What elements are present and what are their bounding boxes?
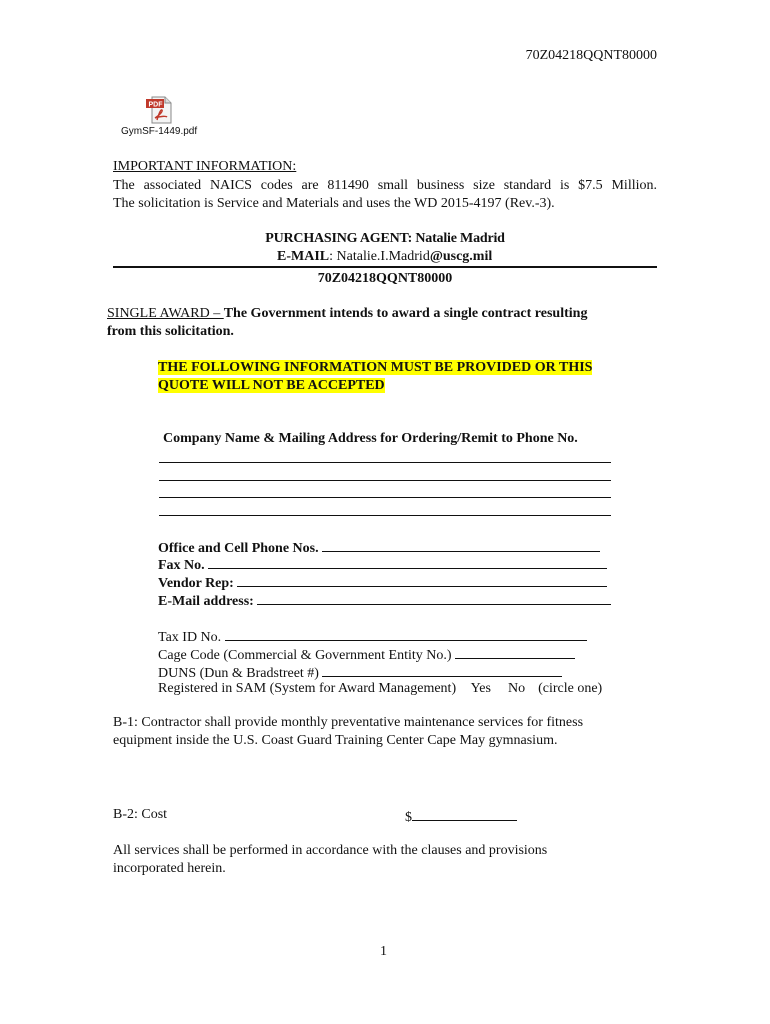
pdf-file-name[interactable]: GymSF-1449.pdf	[121, 126, 198, 137]
b1-line-2: equipment inside the U.S. Coast Guard Training Center Cape May gymnasium.	[113, 733, 558, 748]
agent-email-line: E-MAIL: Natalie.I.Madrid@uscg.mil	[277, 249, 493, 264]
purchasing-agent: PURCHASING AGENT: Natalie Madrid	[265, 231, 505, 246]
vendor-rep-blank[interactable]	[237, 572, 607, 587]
sam-label: Registered in SAM (System for Award Management)	[158, 681, 457, 696]
cage-code-blank[interactable]	[455, 644, 575, 659]
single-award-title: SINGLE AWARD –	[107, 306, 224, 321]
notice-line-1: THE FOLLOWING INFORMATION MUST BE PROVIDED OR THIS	[158, 360, 593, 375]
sam-circle-one: (circle one)	[538, 681, 603, 696]
email-label: E-MAIL	[277, 249, 330, 264]
pdf-file-icon	[146, 96, 172, 124]
services-note-line-1: All services shall be performed in accordance with the clauses and provisions	[113, 843, 548, 858]
company-address-blank-4[interactable]	[159, 515, 611, 516]
sam-yes-option[interactable]: Yes	[470, 681, 491, 696]
b1-line-1: B-1: Contractor shall provide monthly preventative maintenance services for fitness	[113, 715, 584, 730]
tax-id-field: Tax ID No.	[158, 626, 587, 647]
pdf-badge-label: PDF	[148, 101, 163, 109]
currency-symbol: $	[405, 810, 412, 825]
company-address-blank-3[interactable]	[159, 497, 611, 498]
company-address-label: Company Name & Mailing Address for Ordering/Remit to Phone No.	[163, 431, 578, 446]
email-domain: @uscg.mil	[429, 249, 493, 264]
important-heading: IMPORTANT INFORMATION:	[113, 159, 297, 174]
single-award-line-1	[107, 305, 587, 323]
vendor-rep-field: Vendor Rep:	[158, 572, 607, 593]
single-award-line-2: from this solicitation.	[107, 324, 234, 339]
office-phone-field: Office and Cell Phone Nos.	[158, 537, 600, 558]
b2-cost-field	[405, 806, 517, 827]
important-line-1: The associated NAICS codes are 811490 small business size standard is $7.5 Million.	[113, 178, 657, 193]
email-address-field: E-Mail address:	[158, 590, 611, 611]
services-note-line-2: incorporated herein.	[113, 861, 226, 876]
divider-rule	[113, 266, 657, 268]
sam-no-option[interactable]: No	[507, 681, 526, 696]
notice-line-2: QUOTE WILL NOT BE ACCEPTED	[158, 378, 385, 393]
duns-blank[interactable]	[322, 662, 562, 677]
b2-cost-label: B-2: Cost	[113, 807, 168, 822]
duns-field: DUNS (Dun & Bradstreet #)	[158, 662, 562, 683]
cost-blank[interactable]	[412, 806, 517, 821]
cage-code-field: Cage Code (Commercial & Government Entity No.)	[158, 644, 575, 665]
solicitation-number: 70Z04218QQNT80000	[317, 271, 453, 286]
fax-field: Fax No.	[158, 554, 607, 575]
company-address-blank-1[interactable]	[159, 462, 611, 463]
document-number: 70Z04218QQNT80000	[525, 48, 657, 63]
email-local: Natalie.I.Madrid	[336, 249, 430, 264]
company-address-blank-2[interactable]	[159, 480, 611, 481]
important-line-2: The solicitation is Service and Materials and uses the WD 2015-4197 (Rev.-3).	[113, 196, 555, 211]
fax-blank[interactable]	[208, 554, 607, 569]
tax-id-blank[interactable]	[225, 626, 587, 641]
email-address-blank[interactable]	[257, 590, 611, 605]
sam-registration	[158, 680, 602, 698]
single-award-text: The Government intends to award a single contract resulting	[223, 306, 588, 321]
page-number: 1	[380, 944, 387, 959]
office-phone-blank[interactable]	[322, 537, 600, 552]
